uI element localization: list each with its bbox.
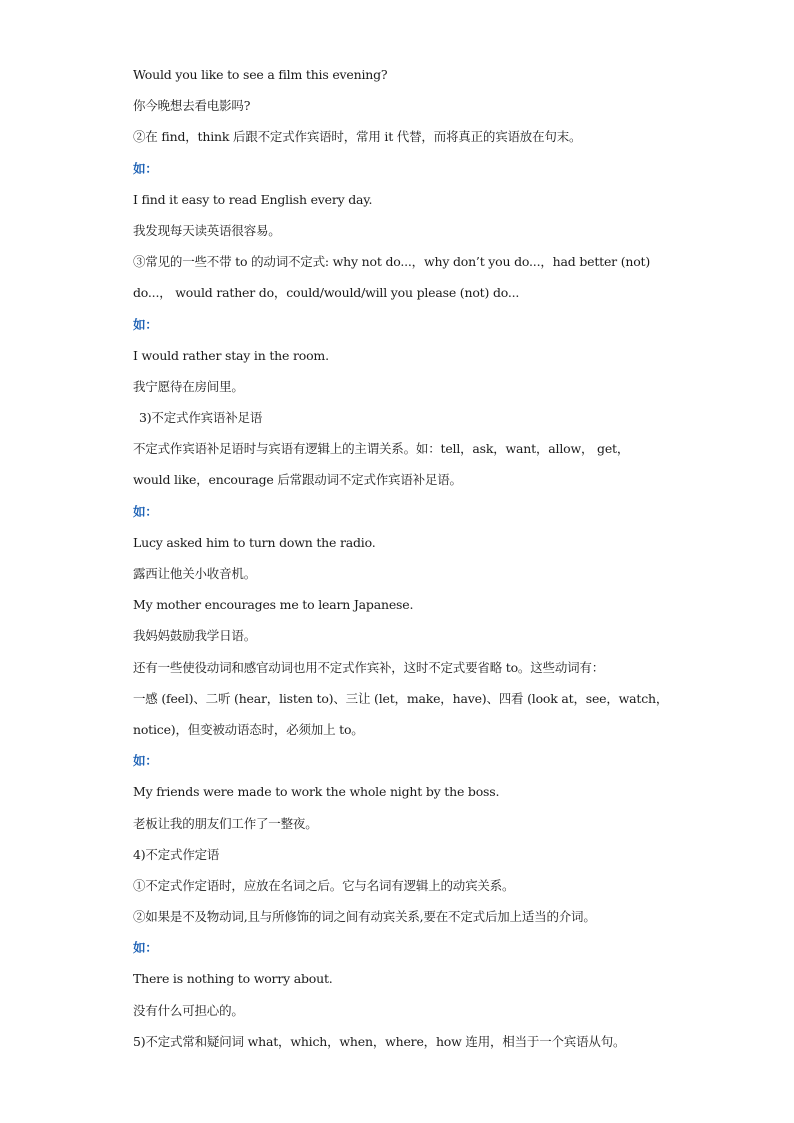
example-sentence: There is nothing to worry about.	[133, 971, 333, 987]
grammar-rule: ①不定式作定语时，应放在名词之后。它与名词有逻辑上的动宾关系。	[133, 877, 515, 893]
example-translation: 我宁愿待在房间里。	[133, 378, 244, 394]
example-translation: 老板让我的朋友们工作了一整夜。	[133, 815, 318, 831]
example-sentence: I would rather stay in the room.	[133, 347, 329, 363]
grammar-rule: ②在 find，think 后跟不定式作宾语时，常用 it 代替，而将真正的宾语放在句末。	[133, 129, 582, 145]
example-translation: 你今晚想去看电影吗?	[133, 98, 251, 114]
section-heading: 3)不定式作宾语补足语	[139, 410, 263, 426]
example-label: 如：	[133, 753, 158, 769]
grammar-rule-continued: would like，encourage 后常跟动词不定式作宾语补足语。	[133, 472, 462, 488]
example-label: 如：	[133, 160, 158, 176]
grammar-rule: 不定式作宾语补足语时与宾语有逻辑上的主谓关系。如：tell，ask，want，allow， get，	[133, 441, 630, 457]
grammar-rule-continued: 一感 (feel)、二听 (hear，listen to)、三让 (let，make，have)、四看 (look at，see，watch，	[133, 690, 669, 706]
example-translation: 我妈妈鼓励我学日语。	[133, 628, 257, 644]
example-sentence: My mother encourages me to learn Japanese.	[133, 597, 414, 613]
document-body	[133, 64, 673, 1062]
grammar-rule: ③常见的一些不带 to 的动词不定式: why not do...，why don’t you do...，had better (not)	[133, 254, 651, 270]
example-sentence: Would you like to see a film this evening?	[133, 67, 388, 82]
example-label: 如：	[133, 940, 158, 956]
example-label: 如：	[133, 503, 158, 519]
grammar-rule-continued: do...， would rather do，could/would/will you please (not) do...	[133, 285, 520, 301]
example-sentence: My friends were made to work the whole night by the boss.	[133, 784, 500, 800]
example-sentence: Lucy asked him to turn down the radio.	[133, 534, 376, 550]
example-label: 如：	[133, 316, 158, 332]
example-translation: 我发现每天读英语很容易。	[133, 222, 281, 238]
example-translation: 没有什么可担心的。	[133, 1002, 244, 1018]
section-heading: 4)不定式作定语	[133, 846, 220, 862]
grammar-rule: 还有一些使役动词和感官动词也用不定式作宾补，这时不定式要省略 to。这些动词有：	[133, 659, 605, 675]
example-sentence: I find it easy to read English every day.	[133, 191, 373, 207]
section-heading: 5)不定式常和疑问词 what，which，when，where，how 连用，相当于一个宾语从句。	[133, 1033, 626, 1049]
grammar-rule-continued: notice)，但变被动语态时，必须加上 to。	[133, 721, 364, 737]
grammar-rule: ②如果是不及物动词,且与所修饰的词之间有动宾关系,要在不定式后加上适当的介词。	[133, 909, 596, 925]
example-translation: 露西让他关小收音机。	[133, 566, 257, 581]
